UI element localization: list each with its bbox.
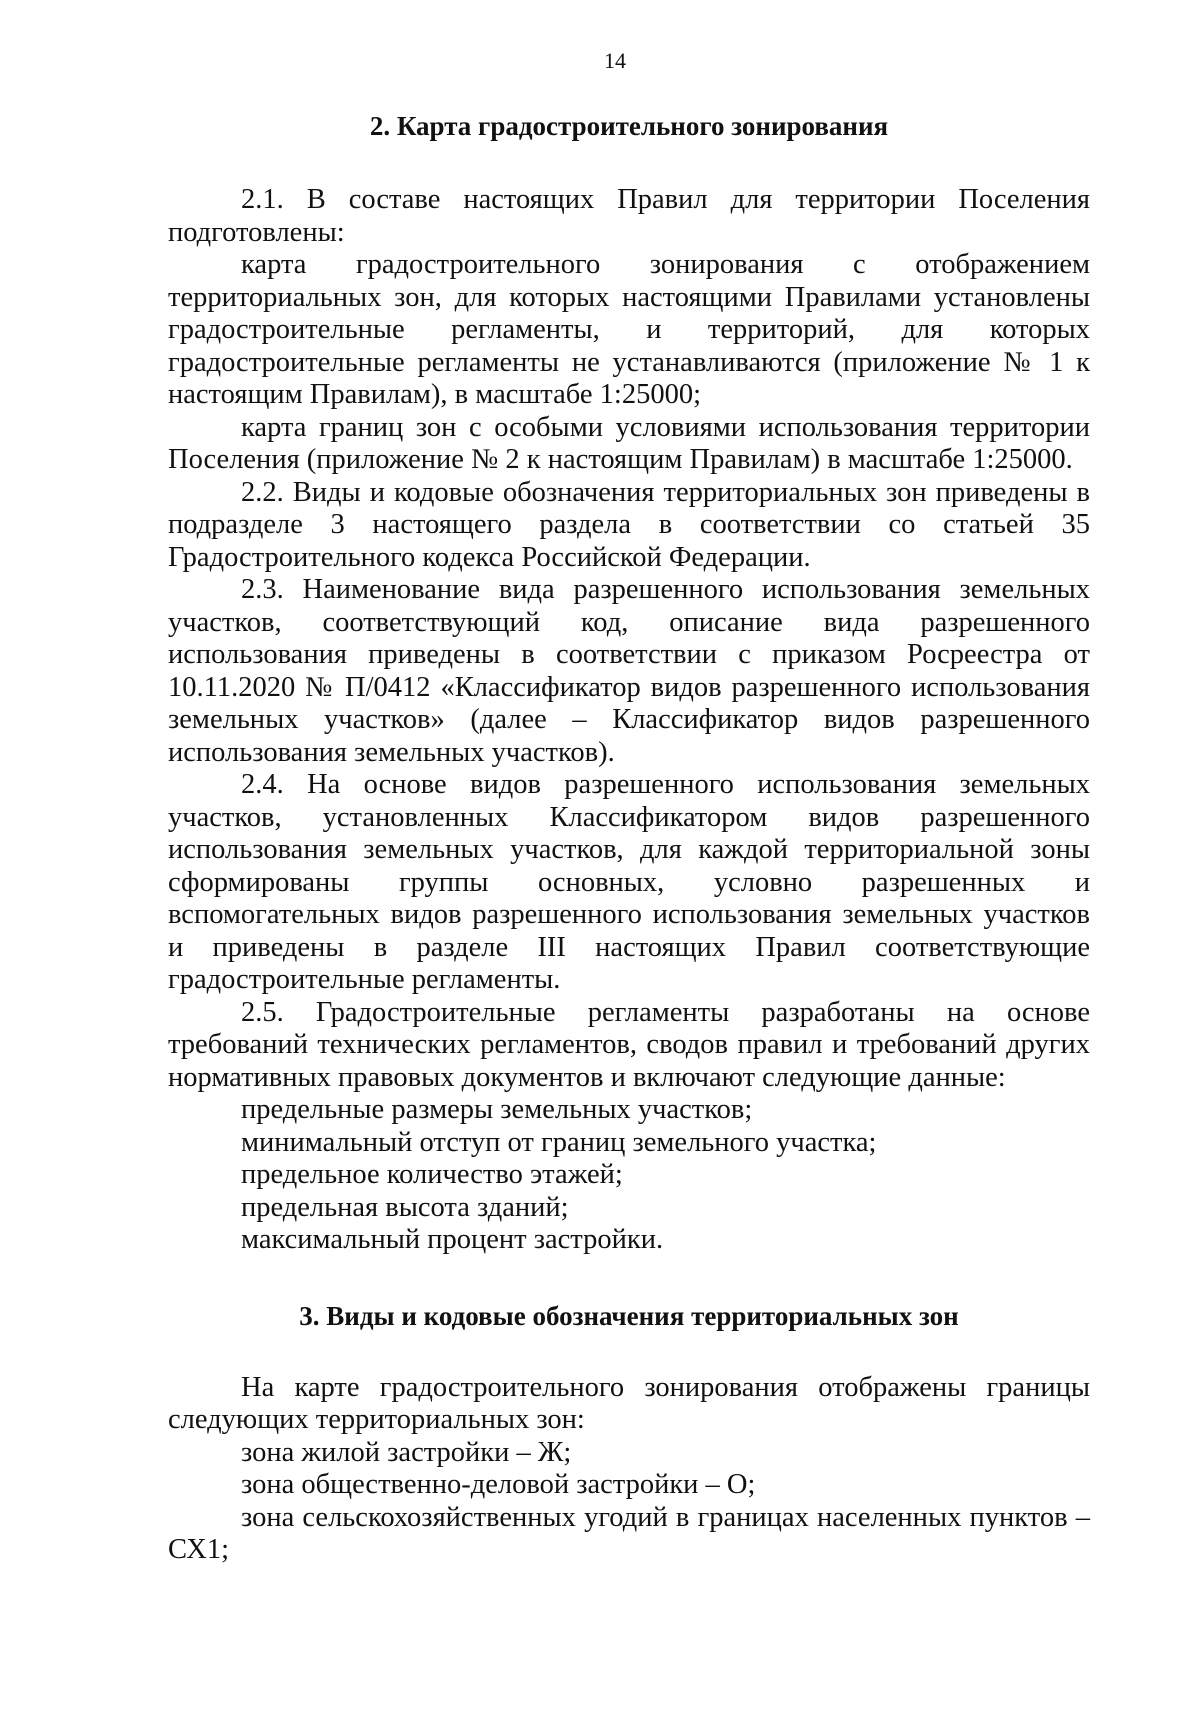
list-item: предельные размеры земельных участков;: [241, 1094, 753, 1125]
paragraph-map-zoning: карта градостроительного зонирования с отображением территориальных зон, для которых настоящими Правилами установлены градостроительные регламенты, и территорий, для которых градостроительные регламенты не устанавливаются (приложение № 1 к настоящим Правилам), в масштабе 1:25000;: [168, 249, 1090, 410]
paragraph-map-borders: карта границ зон с особыми условиями использования территории Поселения (приложение № 2 к настоящим Правилам) в масштабе 1:25000.: [168, 411, 1090, 475]
paragraph-2-1: 2.1. В составе настоящих Правил для территории Поселения подготовлены:: [168, 184, 1090, 248]
paragraph-2-3: 2.3. Наименование вида разрешенного использования земельных участков, соответствующий код, описание вида разрешенного использования приведены в соответствии с приказом Росреестра от 10.11.2020 № П/0412 «Классификатор видов разрешенного использования земельных участков» (далее – Классификатор видов разрешенного использования земельных участков).: [168, 574, 1090, 768]
paragraph-3-intro: На карте градостроительного зонирования отображены границы следующих территориальных зон:: [168, 1371, 1090, 1435]
section-2-heading: 2. Карта градостроительного зонирования: [369, 111, 889, 141]
list-item: максимальный процент застройки.: [241, 1224, 664, 1255]
list-item: минимальный отступ от границ земельного участка;: [241, 1126, 877, 1158]
paragraph-2-5: 2.5. Градостроительные регламенты разработаны на основе требований технических регламентов, сводов правил и требований других нормативных правовых документов и включают следующие данные:: [168, 996, 1090, 1093]
zone-item: зона сельскохозяйственных угодий в границах населенных пунктов – СХ1;: [168, 1501, 1090, 1565]
list-item: предельное количество этажей;: [241, 1159, 623, 1190]
page-number: 14: [604, 48, 626, 73]
page-content: [168, 110, 1090, 1567]
section-3-body: [168, 1372, 1090, 1567]
zone-item: зона жилой застройки – Ж;: [241, 1436, 572, 1468]
list-item: предельная высота зданий;: [241, 1191, 569, 1223]
section-2-body: [168, 184, 1090, 1257]
paragraph-2-2: 2.2. Виды и кодовые обозначения территориальных зон приведены в подразделе 3 настоящего раздела в соответствии со статьей 35 Градостроительного кодекса Российской Федерации.: [168, 476, 1090, 573]
zone-item: зона общественно-деловой застройки – О;: [241, 1469, 756, 1500]
paragraph-2-4: 2.4. На основе видов разрешенного использования земельных участков, установленных Классификатором видов разрешенного использования земельных участков, для каждой территориальной зоны сформированы группы основных, условно разрешенных и вспомогательных видов разрешенного использования земельных участков и приведены в разделе III настоящих Правил соответствующие градостроительные регламенты.: [168, 769, 1090, 995]
section-3-heading: 3. Виды и кодовые обозначения территориальных зон: [299, 1300, 959, 1331]
